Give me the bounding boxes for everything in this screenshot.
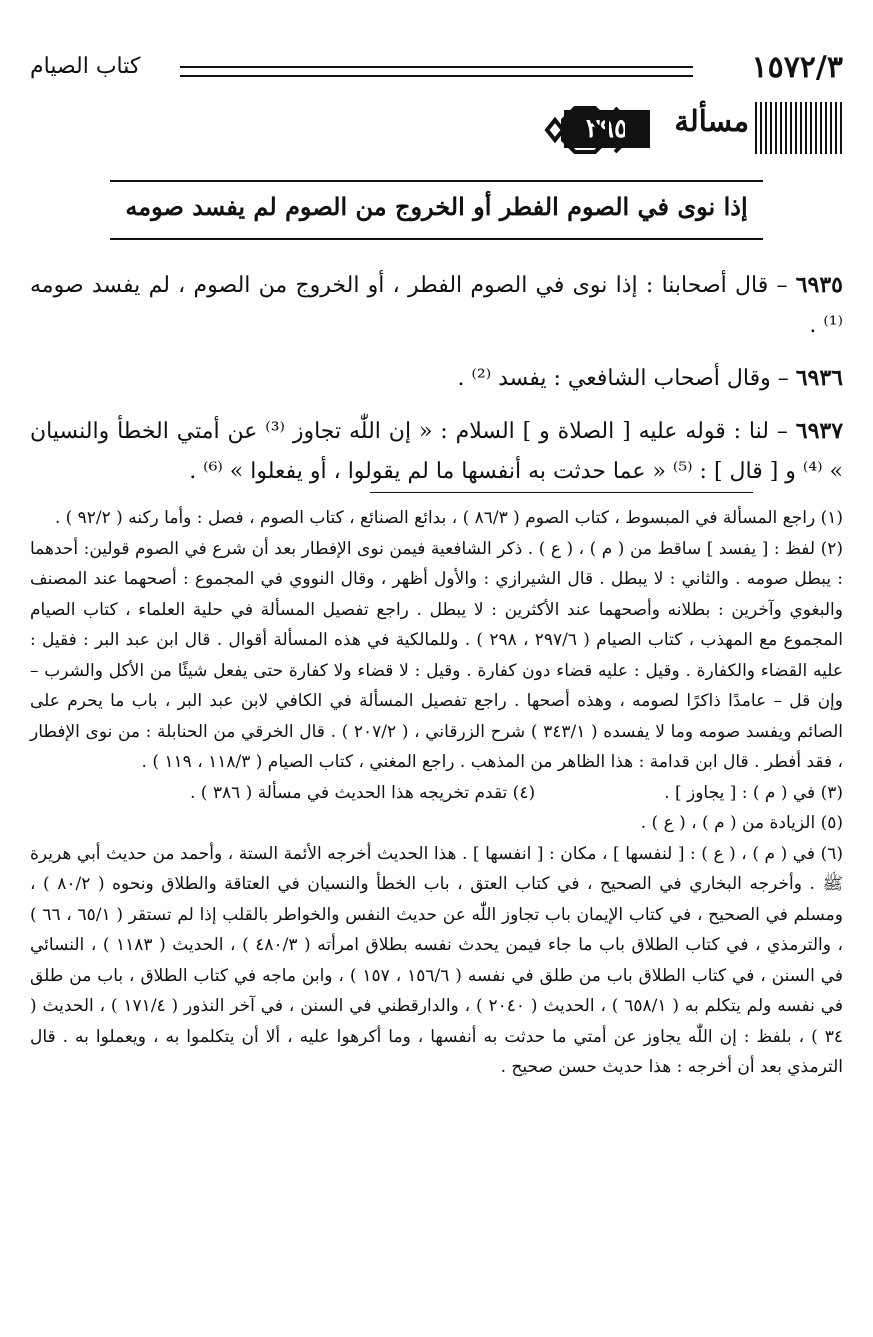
paragraph-number: ٦٩٣٧ <box>795 418 844 444</box>
paragraph-text: – لنا : قوله عليه [ الصلاة و ] السلام : « إن اللّٰه تجاوز ⁽³⁾ عن أمتي الخطأ والنسيان » ⁽⁴⁾ و [ قال ] : ⁽⁵⁾ « عما حدثت به أنفسها ما لم يقولوا ، أو يفعلوا » ⁽⁶⁾ . <box>30 419 843 484</box>
title-rule-top <box>110 180 763 182</box>
paragraph-text: – قال أصحابنا : إذا نوى في الصوم الفطر ، أو الخروج من الصوم ، لم يفسد صومه ⁽¹⁾ . <box>30 273 843 338</box>
title-rule-bottom <box>110 238 763 240</box>
main-text <box>30 265 843 504</box>
footnote: (٤) تقدم تخريجه هذا الحديث في مسألة ( ٣٨٦ ) . <box>190 782 536 803</box>
footnote-row <box>30 778 843 809</box>
masala-label: مسألة <box>674 104 749 138</box>
footnote: (٣) في ( م ) : [ يجاوز ] . <box>664 782 843 803</box>
paragraph <box>30 358 843 399</box>
footnote: (٢) لفظ : [ يفسد ] ساقط من ( م ) ، ( ع ) . ذكر الشافعية فيمن نوى الإفطار بعد أن شرع في الصوم قولين: أحدهما : يبطل صومه . والثاني : لا يبطل . قال الشيرازي : والأول أظهر ، وقال النووي في المجموع : أصحهما عند المصنف والبغوي وآخرين : بطلانه وأصحهما عند الأكثرين : لا يبطل . راجع تفصيل المسألة في حلية العلماء ، كتاب الصيام المجموع مع المهذب ، كتاب الصيام ( ٢٩٧/٦ ، ٢٩٨ ) . وللمالكية في هذه المسألة أقوال . قال ابن عبد البر : فقيل : عليه القضاء والكفارة . وقيل : عليه قضاء دون كفارة . وقيل : لا قضاء ولا كفارة حتى يفعل شيئًا من الأكل والشرب – وإن قل – عامدًا ذاكرًا لصومه ، وهذه أصحها . راجع تفصيل المسألة في الكافي لابن عبد البر ، باب ما يحرم على الصائم ويفسد صومه وما لا يفسده ( ٣٤٣/١ ) شرح الزرقاني ، ( ٢٠٧/٢ ) . قال الخرقي من الحنابلة : من نوى الإفطار ، فقد أفطر . قال ابن قدامة : هذا الظاهر من المذهب . راجع المغني ، كتاب الصيام ( ١١٨/٣ ، ١١٩ ) . <box>30 538 843 772</box>
masala-number: ٣٩٥ <box>564 110 650 148</box>
footnote: (١) راجع المسألة في المبسوط ، كتاب الصوم ( ٨٦/٣ ) ، بدائع الصنائع ، كتاب الصوم ، فصل : وأما ركنه ( ٩٢/٢ ) . <box>54 508 843 528</box>
geometric-ornament-icon <box>535 100 635 160</box>
paragraph-number: ٦٩٣٦ <box>795 365 843 391</box>
header-rule <box>180 66 693 77</box>
paragraph <box>30 265 843 346</box>
footnote: (٥) الزيادة من ( م ) ، ( ع ) . <box>640 813 843 833</box>
footnote-separator <box>370 492 753 493</box>
paragraph-number: ٦٩٣٥ <box>795 272 843 298</box>
footnote: (٦) في ( م ) ، ( ع ) : [ لنفسها ] ، مكان : [ انفسها ] . هذا الحديث أخرجه الأئمة الستة ، وأحمد من حديث أبي هريرة ﷺ . وأخرجه البخاري في الصحيح ، في كتاب العتق ، باب الخطأ والنسيان في العتاقة والطلاق ونحوه ( ٨٠/٢ ) ، ومسلم في الصحيح ، في كتاب الإيمان باب تجاوز اللّٰه عن حديث النفس والخواطر بالقلب إذا لم تستقر ( ٦٥/١ ، ٦٦ ) ، والترمذي ، في كتاب الطلاق باب ما جاء فيمن يحدث نفسه بطلاق امرأته ( ٤٨٠/٣ ) ، الحديث ( ١١٨٣ ) ، النسائي في السنن ، في كتاب الطلاق باب من طلق في نفسه ( ١٥٦/٦ ، ١٥٧ ) ، وابن ماجه في كتاب الطلاق ، باب من طلق في نفسه ولم يتكلم به ( ٦٥٨/١ ) ، الحديث ( ٢٠٤٠ ) ، والدارقطني في السنن ، في آخر النذور ( ١٧١/٤ ) ، الحديث ( ٣٤ ) ، بلفظ : إن اللّٰه يجاوز عن أمتي ما حدثت به أنفسها ، وما أكرهوا عليه ، ألا أن يتكلموا به ، ويعملوا به . قال الترمذي بعد أن أخرجه : هذا حديث حسن صحيح . <box>30 843 844 1077</box>
page-number: ١٥٧٢/٣ <box>751 50 843 85</box>
barcode-ornament <box>755 102 845 154</box>
chapter-title: إذا نوى في الصوم الفطر أو الخروج من الصوم لم يفسد صومه <box>125 192 748 221</box>
page-header <box>30 50 843 90</box>
footnotes <box>30 503 843 1083</box>
paragraph <box>30 411 843 492</box>
book-title: كتاب الصيام <box>30 54 141 79</box>
paragraph-text: – وقال أصحاب الشافعي : يفسد ⁽²⁾ . <box>457 366 796 391</box>
